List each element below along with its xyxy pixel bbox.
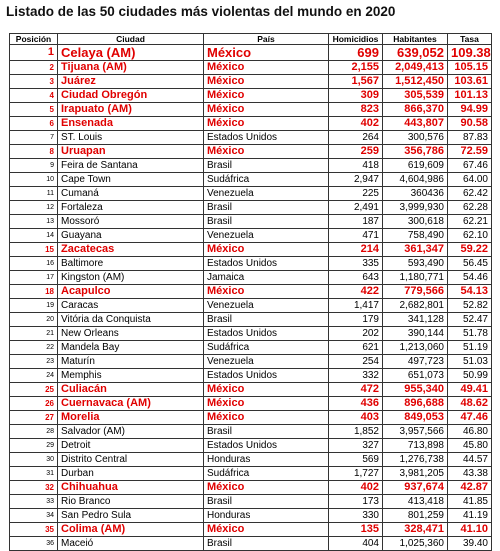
rate-cell: 62.28 (448, 201, 492, 215)
country-cell: México (204, 103, 329, 117)
population-cell: 866,370 (383, 103, 448, 117)
city-cell: Caracas (58, 299, 204, 313)
table-row (10, 313, 492, 327)
position-cell: 25 (10, 383, 58, 397)
country-cell: México (204, 45, 329, 61)
table-row (10, 229, 492, 243)
rate-cell: 94.99 (448, 103, 492, 117)
country-cell: Venezuela (204, 355, 329, 369)
country-cell: México (204, 243, 329, 257)
rate-cell: 41.19 (448, 509, 492, 523)
table-row (10, 411, 492, 425)
city-cell: Fortaleza (58, 201, 204, 215)
table-row (10, 509, 492, 523)
homicides-cell: 1,567 (329, 75, 383, 89)
city-cell: Irapuato (AM) (58, 103, 204, 117)
homicides-cell: 259 (329, 145, 383, 159)
position-cell: 36 (10, 537, 58, 551)
rate-cell: 54.46 (448, 271, 492, 285)
country-cell: México (204, 75, 329, 89)
country-cell: México (204, 411, 329, 425)
city-cell: Maturín (58, 355, 204, 369)
table-row (10, 495, 492, 509)
city-cell: Juárez (58, 75, 204, 89)
city-cell: Acapulco (58, 285, 204, 299)
population-cell: 413,418 (383, 495, 448, 509)
position-cell: 14 (10, 229, 58, 243)
city-cell: Durban (58, 467, 204, 481)
country-cell: Estados Unidos (204, 369, 329, 383)
country-cell: Honduras (204, 509, 329, 523)
table-row (10, 243, 492, 257)
table-row (10, 383, 492, 397)
homicides-cell: 179 (329, 313, 383, 327)
population-cell: 443,807 (383, 117, 448, 131)
population-cell: 593,490 (383, 257, 448, 271)
population-cell: 849,053 (383, 411, 448, 425)
country-cell: Brasil (204, 495, 329, 509)
population-cell: 360436 (383, 187, 448, 201)
rate-cell: 47.46 (448, 411, 492, 425)
table-row (10, 271, 492, 285)
position-cell: 31 (10, 467, 58, 481)
country-cell: Jamaica (204, 271, 329, 285)
table-row (10, 425, 492, 439)
population-cell: 497,723 (383, 355, 448, 369)
rate-cell: 59.22 (448, 243, 492, 257)
country-cell: Estados Unidos (204, 439, 329, 453)
position-cell: 32 (10, 481, 58, 495)
position-cell: 21 (10, 327, 58, 341)
city-cell: Baltimore (58, 257, 204, 271)
city-cell: Zacatecas (58, 243, 204, 257)
homicides-cell: 264 (329, 131, 383, 145)
table-row (10, 467, 492, 481)
rate-cell: 43.38 (448, 467, 492, 481)
country-cell: Brasil (204, 425, 329, 439)
table-row (10, 453, 492, 467)
homicides-cell: 402 (329, 481, 383, 495)
position-cell: 20 (10, 313, 58, 327)
homicides-cell: 569 (329, 453, 383, 467)
table-body (10, 45, 492, 551)
position-cell: 35 (10, 523, 58, 537)
homicides-cell: 1,852 (329, 425, 383, 439)
position-cell: 18 (10, 285, 58, 299)
position-cell: 13 (10, 215, 58, 229)
position-cell: 34 (10, 509, 58, 523)
homicides-cell: 254 (329, 355, 383, 369)
position-cell: 23 (10, 355, 58, 369)
rate-cell: 54.13 (448, 285, 492, 299)
country-cell: Brasil (204, 159, 329, 173)
homicides-cell: 1,727 (329, 467, 383, 481)
table-row (10, 75, 492, 89)
country-cell: Honduras (204, 453, 329, 467)
rate-cell: 52.82 (448, 299, 492, 313)
city-cell: Tijuana (AM) (58, 61, 204, 75)
position-cell: 9 (10, 159, 58, 173)
city-cell: Uruapan (58, 145, 204, 159)
homicides-cell: 330 (329, 509, 383, 523)
homicides-cell: 823 (329, 103, 383, 117)
city-cell: San Pedro Sula (58, 509, 204, 523)
country-cell: Brasil (204, 201, 329, 215)
rate-cell: 72.59 (448, 145, 492, 159)
population-cell: 758,490 (383, 229, 448, 243)
population-cell: 361,347 (383, 243, 448, 257)
population-cell: 1,025,360 (383, 537, 448, 551)
rate-cell: 44.57 (448, 453, 492, 467)
city-cell: Rio Branco (58, 495, 204, 509)
table-row (10, 355, 492, 369)
table-row (10, 439, 492, 453)
country-cell: Brasil (204, 215, 329, 229)
city-cell: Cumaná (58, 187, 204, 201)
position-cell: 3 (10, 75, 58, 89)
table-row (10, 397, 492, 411)
homicides-cell: 472 (329, 383, 383, 397)
country-cell: Estados Unidos (204, 327, 329, 341)
position-cell: 19 (10, 299, 58, 313)
city-cell: Salvador (AM) (58, 425, 204, 439)
position-cell: 4 (10, 89, 58, 103)
homicides-cell: 404 (329, 537, 383, 551)
country-cell: Sudáfrica (204, 341, 329, 355)
country-cell: México (204, 383, 329, 397)
table-row (10, 117, 492, 131)
homicides-cell: 402 (329, 117, 383, 131)
city-cell: Morelia (58, 411, 204, 425)
table-row (10, 285, 492, 299)
country-cell: Estados Unidos (204, 131, 329, 145)
table-row (10, 89, 492, 103)
cities-table (9, 33, 492, 551)
population-cell: 2,049,413 (383, 61, 448, 75)
rate-cell: 41.85 (448, 495, 492, 509)
position-cell: 24 (10, 369, 58, 383)
homicides-cell: 436 (329, 397, 383, 411)
homicides-cell: 309 (329, 89, 383, 103)
position-cell: 28 (10, 425, 58, 439)
homicides-cell: 2,491 (329, 201, 383, 215)
city-cell: Colima (AM) (58, 523, 204, 537)
city-cell: Chihuahua (58, 481, 204, 495)
population-cell: 4,604,986 (383, 173, 448, 187)
homicides-cell: 643 (329, 271, 383, 285)
homicides-cell: 202 (329, 327, 383, 341)
homicides-cell: 327 (329, 439, 383, 453)
city-cell: Maceió (58, 537, 204, 551)
table-row (10, 341, 492, 355)
country-cell: Venezuela (204, 187, 329, 201)
homicides-cell: 135 (329, 523, 383, 537)
city-cell: Mandela Bay (58, 341, 204, 355)
country-cell: Sudáfrica (204, 173, 329, 187)
homicides-cell: 422 (329, 285, 383, 299)
position-cell: 29 (10, 439, 58, 453)
position-cell: 7 (10, 131, 58, 145)
population-cell: 300,576 (383, 131, 448, 145)
city-cell: Ensenada (58, 117, 204, 131)
rate-cell: 51.19 (448, 341, 492, 355)
country-cell: México (204, 285, 329, 299)
header-city: Ciudad (58, 34, 204, 45)
population-cell: 300,618 (383, 215, 448, 229)
rate-cell: 42.87 (448, 481, 492, 495)
population-cell: 1,512,450 (383, 75, 448, 89)
rate-cell: 51.78 (448, 327, 492, 341)
homicides-cell: 1,417 (329, 299, 383, 313)
position-cell: 33 (10, 495, 58, 509)
population-cell: 2,682,801 (383, 299, 448, 313)
table-row (10, 201, 492, 215)
position-cell: 30 (10, 453, 58, 467)
population-cell: 341,128 (383, 313, 448, 327)
city-cell: Ciudad Obregón (58, 89, 204, 103)
position-cell: 8 (10, 145, 58, 159)
header-country: País (204, 34, 329, 45)
rate-cell: 90.58 (448, 117, 492, 131)
table-row (10, 299, 492, 313)
city-cell: Culiacán (58, 383, 204, 397)
rate-cell: 49.41 (448, 383, 492, 397)
population-cell: 3,981,205 (383, 467, 448, 481)
table-row (10, 481, 492, 495)
homicides-cell: 332 (329, 369, 383, 383)
rate-cell: 45.80 (448, 439, 492, 453)
rate-cell: 64.00 (448, 173, 492, 187)
population-cell: 779,566 (383, 285, 448, 299)
population-cell: 1,180,771 (383, 271, 448, 285)
table-row (10, 327, 492, 341)
city-cell: Distrito Central (58, 453, 204, 467)
population-cell: 955,340 (383, 383, 448, 397)
rate-cell: 46.80 (448, 425, 492, 439)
country-cell: México (204, 481, 329, 495)
rate-cell: 62.21 (448, 215, 492, 229)
city-cell: Feira de Santana (58, 159, 204, 173)
population-cell: 3,957,566 (383, 425, 448, 439)
homicides-cell: 214 (329, 243, 383, 257)
country-cell: Sudáfrica (204, 467, 329, 481)
header-position: Posición (10, 34, 58, 45)
country-cell: Estados Unidos (204, 257, 329, 271)
homicides-cell: 403 (329, 411, 383, 425)
homicides-cell: 335 (329, 257, 383, 271)
population-cell: 3,999,930 (383, 201, 448, 215)
rate-cell: 48.62 (448, 397, 492, 411)
table-row (10, 103, 492, 117)
position-cell: 12 (10, 201, 58, 215)
population-cell: 1,213,060 (383, 341, 448, 355)
country-cell: México (204, 523, 329, 537)
city-cell: Mossoró (58, 215, 204, 229)
position-cell: 22 (10, 341, 58, 355)
table-row (10, 45, 492, 61)
header-rate: Tasa (448, 34, 492, 45)
city-cell: Cape Town (58, 173, 204, 187)
rate-cell: 52.47 (448, 313, 492, 327)
position-cell: 11 (10, 187, 58, 201)
homicides-cell: 418 (329, 159, 383, 173)
rate-cell: 101.13 (448, 89, 492, 103)
rate-cell: 109.38 (448, 45, 492, 61)
population-cell: 328,471 (383, 523, 448, 537)
city-cell: Memphis (58, 369, 204, 383)
position-cell: 5 (10, 103, 58, 117)
table-row (10, 257, 492, 271)
country-cell: México (204, 89, 329, 103)
table-row (10, 61, 492, 75)
table-row (10, 215, 492, 229)
table-row (10, 145, 492, 159)
homicides-cell: 173 (329, 495, 383, 509)
city-cell: Cuernavaca (AM) (58, 397, 204, 411)
table-row (10, 159, 492, 173)
position-cell: 10 (10, 173, 58, 187)
country-cell: México (204, 145, 329, 159)
country-cell: México (204, 397, 329, 411)
population-cell: 651,073 (383, 369, 448, 383)
homicides-cell: 621 (329, 341, 383, 355)
rate-cell: 62.42 (448, 187, 492, 201)
population-cell: 390,144 (383, 327, 448, 341)
rate-cell: 51.03 (448, 355, 492, 369)
population-cell: 1,276,738 (383, 453, 448, 467)
position-cell: 16 (10, 257, 58, 271)
population-cell: 305,539 (383, 89, 448, 103)
population-cell: 801,259 (383, 509, 448, 523)
city-cell: Kingston (AM) (58, 271, 204, 285)
homicides-cell: 225 (329, 187, 383, 201)
rate-cell: 105.15 (448, 61, 492, 75)
population-cell: 937,674 (383, 481, 448, 495)
rate-cell: 103.61 (448, 75, 492, 89)
position-cell: 15 (10, 243, 58, 257)
position-cell: 6 (10, 117, 58, 131)
table-row (10, 173, 492, 187)
position-cell: 26 (10, 397, 58, 411)
rate-cell: 41.10 (448, 523, 492, 537)
page-title: Listado de las 50 ciudades más violentas del mundo en 2020 (6, 4, 396, 19)
rate-cell: 39.40 (448, 537, 492, 551)
position-cell: 27 (10, 411, 58, 425)
rate-cell: 50.99 (448, 369, 492, 383)
population-cell: 896,688 (383, 397, 448, 411)
rate-cell: 62.10 (448, 229, 492, 243)
population-cell: 619,609 (383, 159, 448, 173)
city-cell: Guayana (58, 229, 204, 243)
country-cell: Brasil (204, 537, 329, 551)
position-cell: 17 (10, 271, 58, 285)
population-cell: 713,898 (383, 439, 448, 453)
homicides-cell: 2,155 (329, 61, 383, 75)
country-cell: México (204, 61, 329, 75)
city-cell: New Orleans (58, 327, 204, 341)
header-population: Habitantes (383, 34, 448, 45)
population-cell: 639,052 (383, 45, 448, 61)
country-cell: Brasil (204, 313, 329, 327)
homicides-cell: 187 (329, 215, 383, 229)
header-homicides: Homicidios (329, 34, 383, 45)
homicides-cell: 2,947 (329, 173, 383, 187)
table-row (10, 131, 492, 145)
homicides-cell: 699 (329, 45, 383, 61)
country-cell: Venezuela (204, 299, 329, 313)
table-row (10, 523, 492, 537)
population-cell: 356,786 (383, 145, 448, 159)
city-cell: Celaya (AM) (58, 45, 204, 61)
country-cell: Venezuela (204, 229, 329, 243)
homicides-cell: 471 (329, 229, 383, 243)
city-cell: Vitória da Conquista (58, 313, 204, 327)
position-cell: 2 (10, 61, 58, 75)
table-row (10, 369, 492, 383)
position-cell: 1 (10, 45, 58, 61)
rate-cell: 87.83 (448, 131, 492, 145)
city-cell: ST. Louis (58, 131, 204, 145)
rate-cell: 56.45 (448, 257, 492, 271)
city-cell: Detroit (58, 439, 204, 453)
rate-cell: 67.46 (448, 159, 492, 173)
table-row (10, 187, 492, 201)
table-header-row (10, 34, 492, 45)
country-cell: México (204, 117, 329, 131)
